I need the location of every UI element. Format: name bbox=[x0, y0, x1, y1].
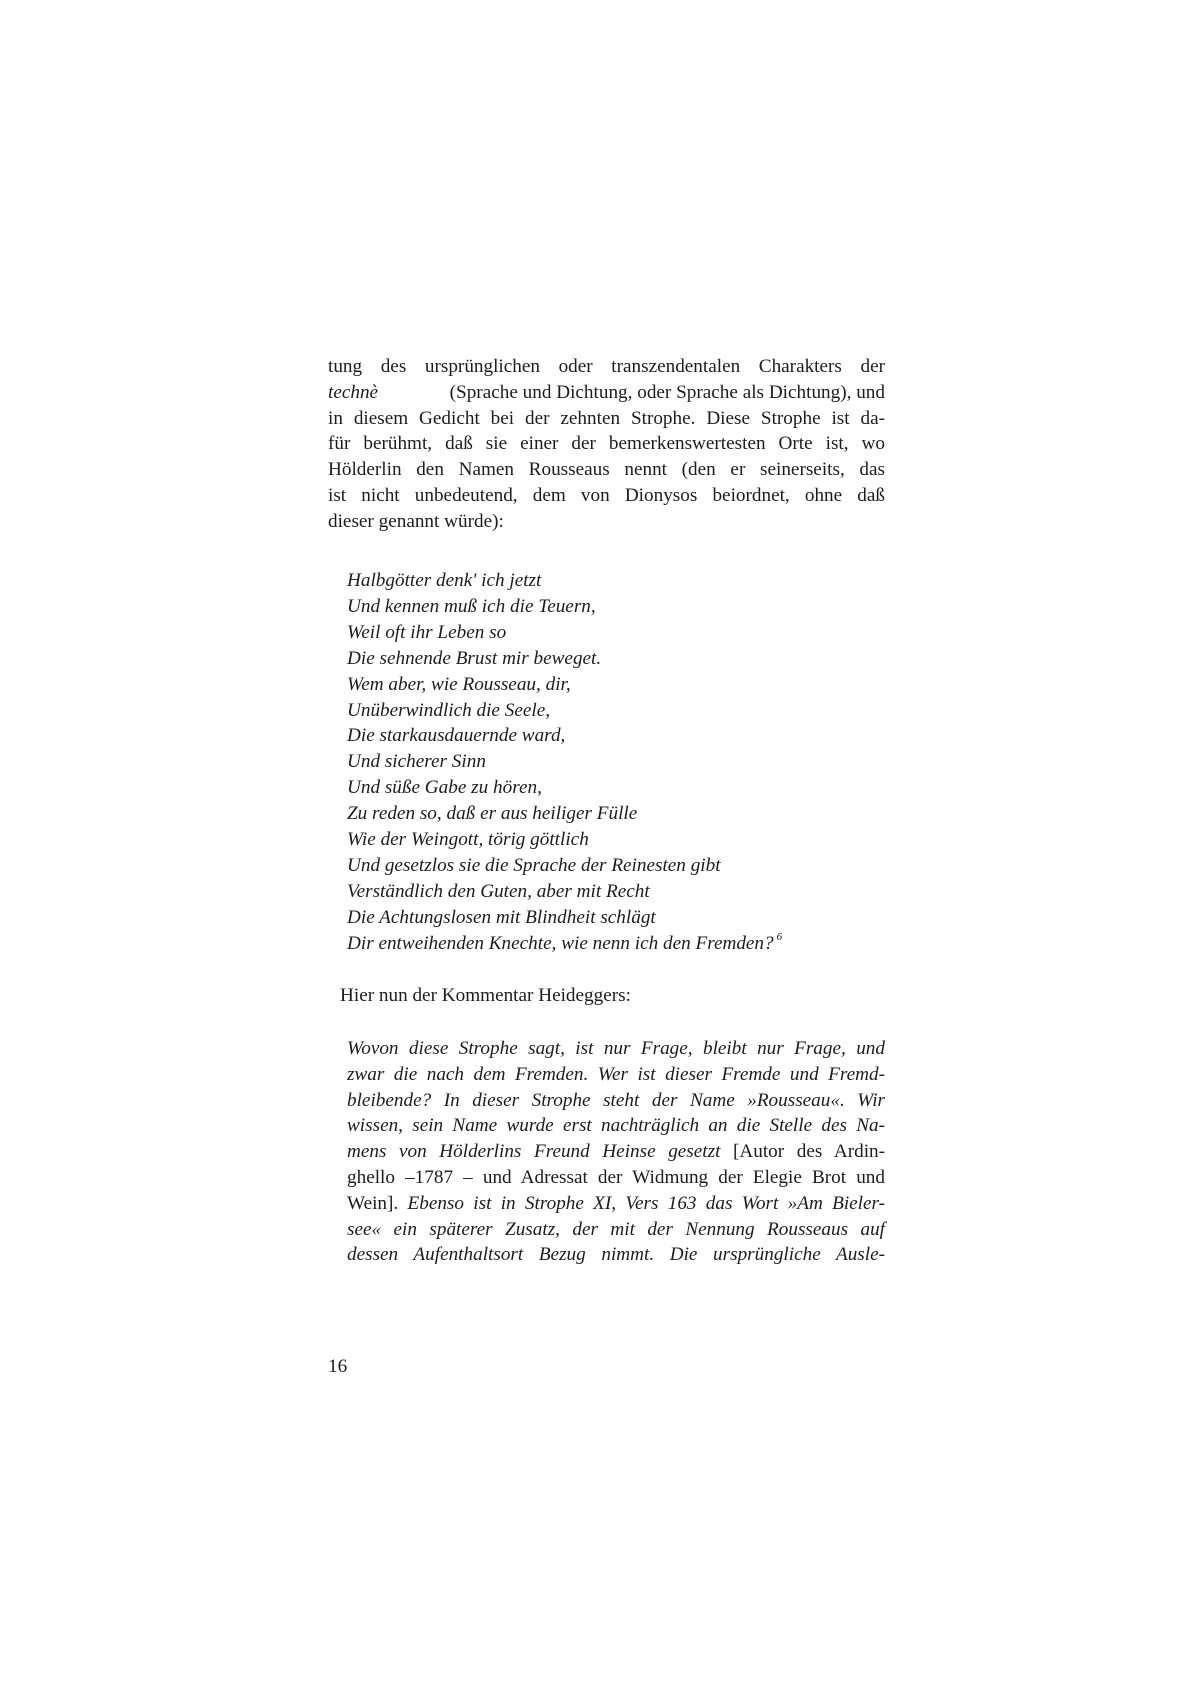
quote-line-mixed bbox=[347, 1139, 885, 1165]
poem-verse: Verständlich den Guten, aber mit Recht bbox=[347, 880, 650, 902]
paragraph-line: ist nicht unbedeutend, dem von Dionysos beiordnet, ohne daß bbox=[328, 484, 885, 506]
quote-line: bleibende? In dieser Strophe steht der Name »Rousseau«. Wir bbox=[347, 1089, 885, 1111]
poem-verse: Die sehnende Brust mir beweget. bbox=[347, 647, 602, 669]
poem-verse: Die Achtungslosen mit Blindheit schlägt bbox=[347, 906, 656, 928]
poem-verse: Und süße Gabe zu hören, bbox=[347, 777, 542, 799]
commentary-intro: Hier nun der Kommentar Heideggers: bbox=[340, 985, 631, 1006]
quote-editor-insert: Wein]. bbox=[347, 1192, 399, 1214]
italic-term: technè bbox=[328, 381, 379, 403]
quote-editor-insert: [Autor des Ardin- bbox=[733, 1141, 886, 1163]
paragraph-line: Hölderlin den Namen Rousseaus nennt (den er seinerseits, das bbox=[328, 459, 885, 481]
paragraph-line bbox=[328, 380, 885, 406]
poem-verse: Und gesetzlos sie die Sprache der Reinesten gibt bbox=[347, 854, 721, 876]
quote-italic-part: mens von Hölderlins Freund Heinse gesetzt bbox=[347, 1141, 721, 1163]
quote-line: dessen Aufenthaltsort Bezug nimmt. Die ursprüngliche Ausle- bbox=[347, 1244, 885, 1266]
quote-line-mixed bbox=[347, 1191, 885, 1217]
paragraph-line-rest: (Sprache und Dichtung, oder Sprache als Dichtung), und bbox=[449, 381, 885, 403]
poem-verse: Die starkausdauernde ward, bbox=[347, 725, 566, 747]
poem-verse-last bbox=[347, 931, 782, 957]
paragraph-line: für berühmt, daß sie einer der bemerkenswertesten Orte ist, wo bbox=[328, 433, 885, 455]
quote-line: Wovon diese Strophe sagt, ist nur Frage, bleibt nur Frage, und bbox=[347, 1038, 885, 1059]
quote-line: zwar die nach dem Fremden. Wer ist dieser Fremde und Fremd- bbox=[347, 1063, 885, 1085]
paragraph-line: dieser genannt würde): bbox=[328, 510, 504, 532]
body-paragraph bbox=[328, 354, 885, 535]
poem-verse: Wie der Weingott, törig göttlich bbox=[347, 829, 589, 851]
quote-line: wissen, sein Name wurde erst nachträglich an die Stelle des Na- bbox=[347, 1115, 885, 1137]
paragraph-line: in diesem Gedicht bei der zehnten Strophe. Diese Strophe ist da- bbox=[328, 407, 885, 429]
heidegger-quote bbox=[347, 1036, 885, 1268]
poem-verse-text: Dir entweihenden Knechte, wie nenn ich den Fremden? bbox=[347, 932, 774, 954]
quote-line: see« ein späterer Zusatz, der mit der Nennung Rousseaus auf bbox=[347, 1218, 885, 1240]
poem-verse: Halbgötter denk' ich jetzt bbox=[347, 570, 542, 591]
poem-verse: Unüberwindlich die Seele, bbox=[347, 699, 551, 721]
footnote-marker: 6 bbox=[776, 930, 783, 943]
quote-italic-part: Ebenso ist in Strophe XI, Vers 163 das Wort »Am Bieler- bbox=[407, 1192, 885, 1214]
poem-verse: Zu reden so, daß er aus heiliger Fülle bbox=[347, 803, 638, 825]
page-number: 16 bbox=[328, 1356, 348, 1377]
poem-verse: Wem aber, wie Rousseau, dir, bbox=[347, 673, 571, 695]
poem-verse: Weil oft ihr Leben so bbox=[347, 621, 507, 643]
poem-verse: Und sicherer Sinn bbox=[347, 751, 486, 773]
poem-verse: Und kennen muß ich die Teuern, bbox=[347, 595, 596, 617]
poem-stanza bbox=[347, 568, 782, 957]
quote-editor-line: ghello –1787 – und Adressat der Widmung der Elegie Brot und bbox=[347, 1166, 885, 1188]
paragraph-line: tung des ursprünglichen oder transzendentalen Charakters der bbox=[328, 356, 885, 377]
